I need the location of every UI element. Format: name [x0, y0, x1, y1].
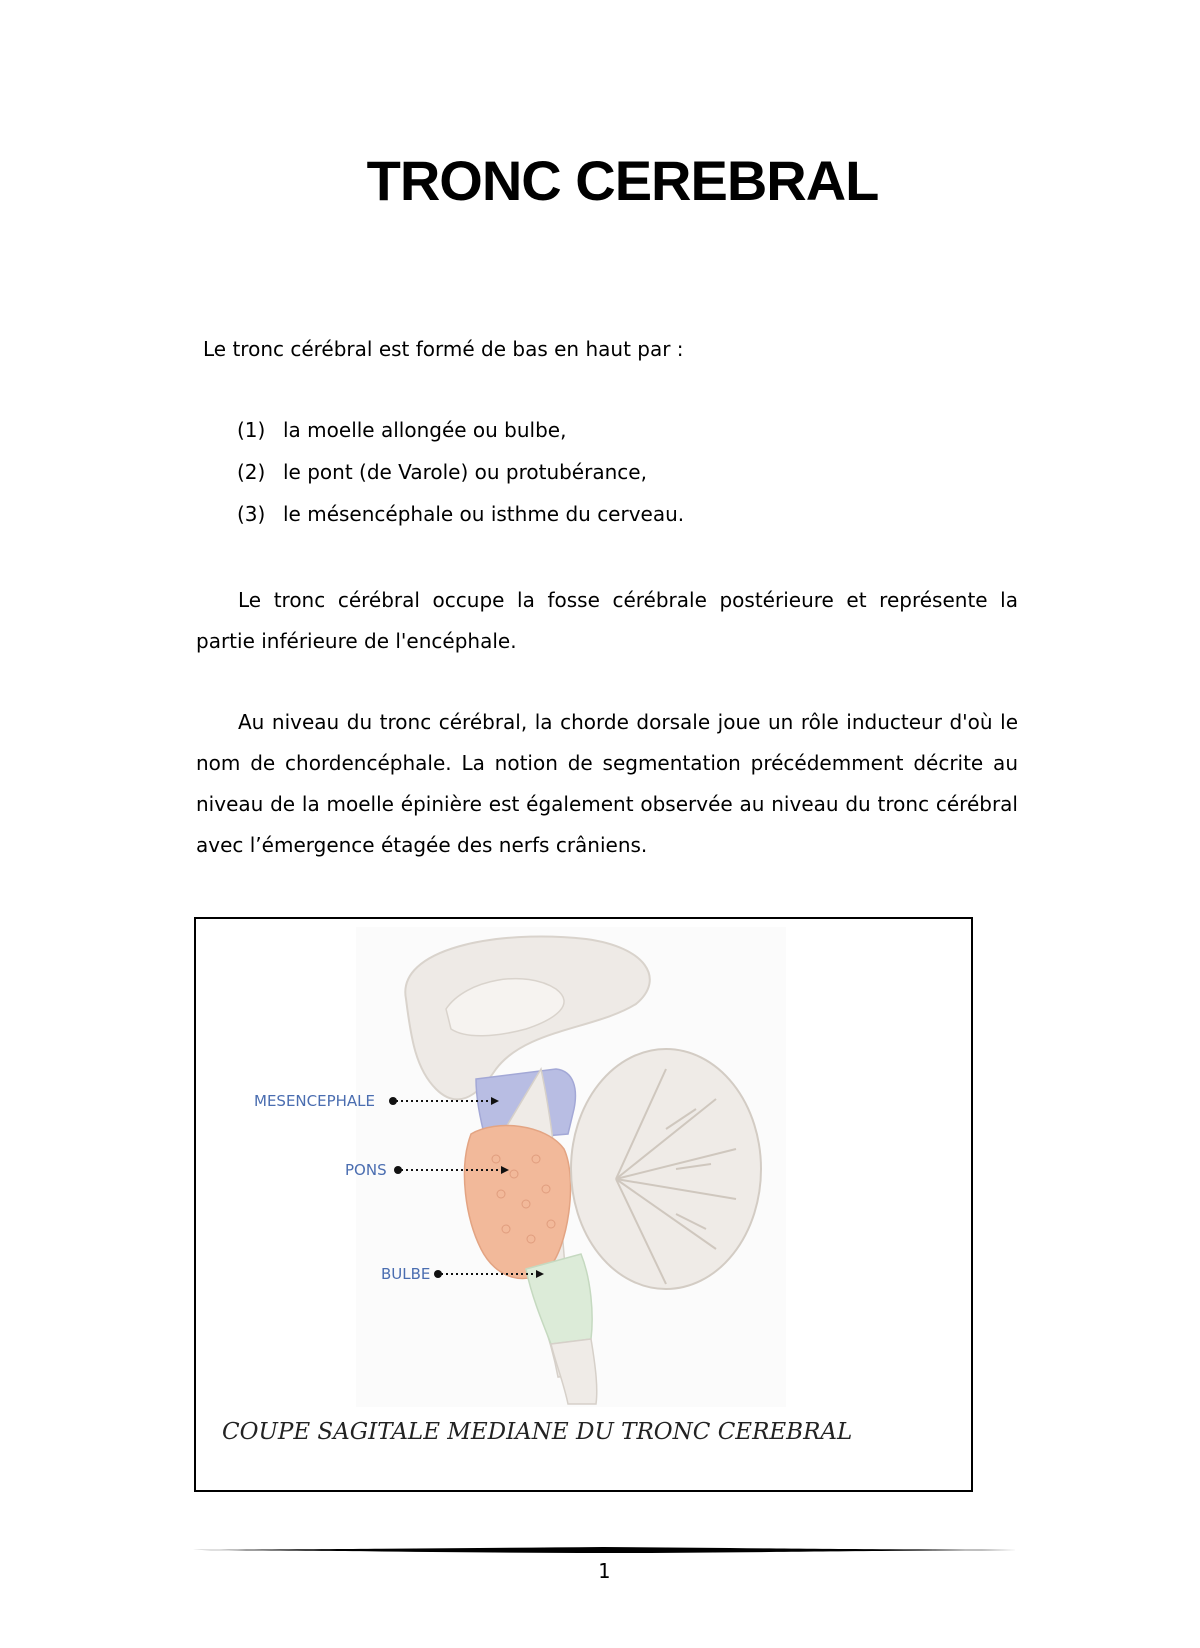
- list-item-text: la moelle allongée ou bulbe,: [283, 418, 567, 442]
- footer-rule: [183, 1546, 1025, 1554]
- list-item-number: (1): [237, 418, 266, 442]
- list-item-text: le mésencéphale ou isthme du cerveau.: [283, 502, 685, 526]
- list-item-text: le pont (de Varole) ou protubérance,: [283, 460, 647, 484]
- list-item-number: (3): [237, 502, 266, 526]
- page-title: TRONC CEREBRAL: [366, 149, 879, 212]
- list-item-number: (2): [237, 460, 266, 484]
- intro-text: Le tronc cérébral est formé de bas en haut par :: [203, 337, 684, 361]
- cerebellum-shape: [571, 1049, 761, 1289]
- paragraph-chordencephale: Au niveau du tronc cérébral, la chorde dorsale joue un rôle inducteur d'où le nom de chordencéphale. La notion de segmentation précédemment décrite au niveau de la moelle épinière est également observée au niveau du tronc cérébral avec l’émergence étagée des nerfs crâniens.: [196, 710, 1018, 857]
- list-item: [237, 458, 684, 500]
- figure-caption: COUPE SAGITALE MEDIANE DU TRONC CEREBRAL: [222, 1419, 853, 1445]
- brainstem-parts-list: [237, 416, 684, 542]
- list-item: [237, 500, 684, 542]
- label-mesencephale: MESENCEPHALE: [254, 1092, 376, 1110]
- label-bulbe: BULBE: [381, 1265, 431, 1283]
- brainstem-illustration: [196, 919, 971, 1490]
- paragraph-location: Le tronc cérébral occupe la fosse cérébrale postérieure et représente la partie inférieure de l'encéphale.: [196, 588, 1018, 653]
- list-item: [237, 416, 684, 458]
- page-number: 1: [597, 1559, 611, 1583]
- label-pons: PONS: [345, 1161, 387, 1179]
- brainstem-figure: [194, 917, 973, 1492]
